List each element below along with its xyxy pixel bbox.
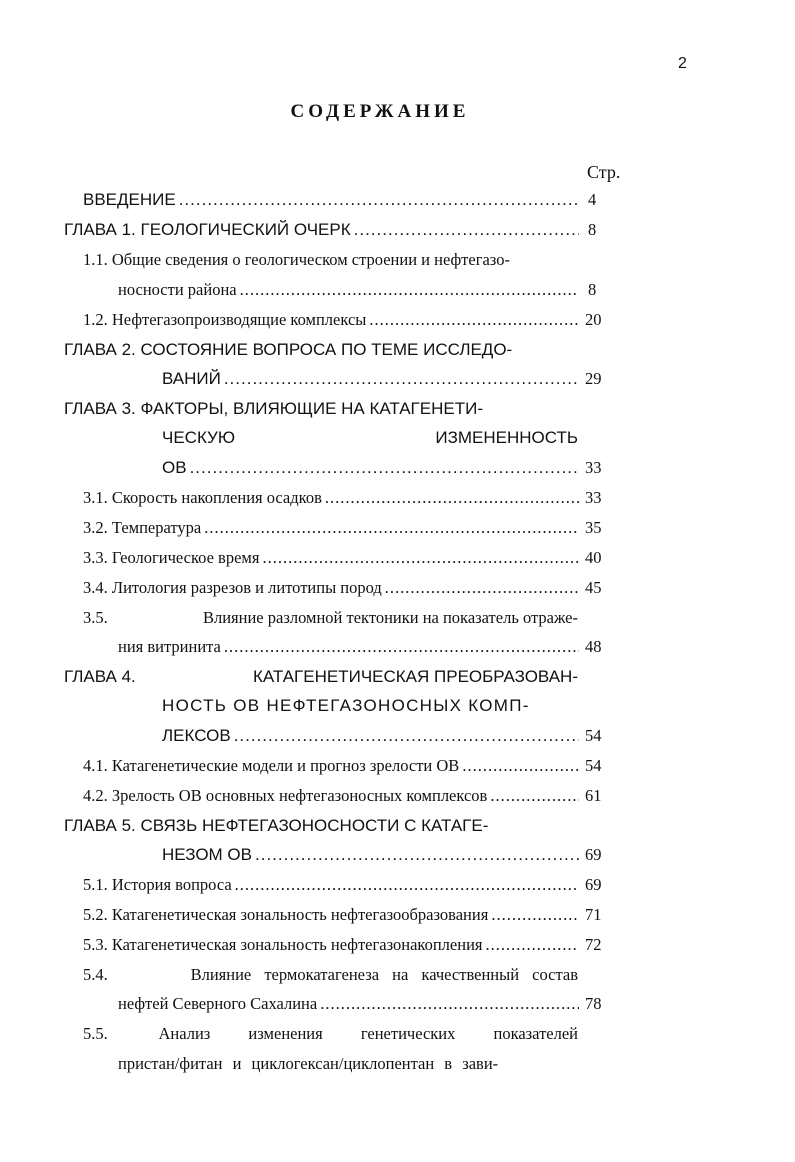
toc-entry-chapter-1[interactable] xyxy=(64,218,582,242)
toc-entry-title: ГЛАВА 3. ФАКТОРЫ, ВЛИЯЮЩИЕ НА КАТАГЕНЕТИ- xyxy=(64,399,483,418)
toc-entry-chapter-5[interactable] xyxy=(64,814,488,838)
toc-entry-section-5-4[interactable] xyxy=(83,963,578,987)
toc-page-number: 40 xyxy=(585,548,602,567)
toc-entry-continuation xyxy=(118,1052,578,1076)
toc-leader xyxy=(235,873,579,897)
toc-entry-title: пристан/фитан и циклогексан/циклопентан в зави- xyxy=(118,1054,499,1073)
toc-leader xyxy=(385,576,579,600)
toc-entry-section-3-1[interactable] xyxy=(83,486,582,510)
toc-page-number: 61 xyxy=(585,786,602,805)
toc-page-number: 72 xyxy=(585,935,602,954)
section-number: 5.5. xyxy=(83,1024,108,1043)
section-number: 5.1. xyxy=(83,875,108,894)
toc-entry-section-5-1[interactable] xyxy=(83,873,582,897)
toc-page-number: 29 xyxy=(585,369,602,388)
page-column-label: Стр. xyxy=(587,162,621,182)
toc-entry-title: Общие сведения о геологическом строении и нефтегазо- xyxy=(111,250,510,269)
toc-entry-continuation xyxy=(162,456,582,480)
toc-page-number: 35 xyxy=(585,518,602,537)
toc-entry-title: ГЛАВА 2. СОСТОЯНИЕ ВОПРОСА ПО ТЕМЕ ИССЛЕДО- xyxy=(64,340,513,359)
toc-entry-intro[interactable] xyxy=(83,188,582,212)
toc-entry-title: нефтей Северного Сахалина xyxy=(118,994,318,1013)
toc-entry-chapter-4[interactable] xyxy=(64,665,578,689)
toc-page-number: 45 xyxy=(585,578,602,597)
toc-entry-title: Катагенетическая зональность нефтегазонакопления xyxy=(111,935,483,954)
toc-entry-title: ГЛАВА 1. ГЕОЛОГИЧЕСКИЙ ОЧЕРК xyxy=(64,220,351,239)
section-number: 5.2. xyxy=(83,905,108,924)
toc-entry-continuation xyxy=(118,635,582,659)
toc-page-number: 8 xyxy=(588,220,597,239)
toc-leader xyxy=(486,933,580,957)
toc-entry-section-3-3[interactable] xyxy=(83,546,582,570)
toc-entry-title: Температура xyxy=(111,518,202,537)
toc-entry-title: НОСТЬ ОВ НЕФТЕГАЗОНОСНЫХ КОМП- xyxy=(162,696,530,715)
toc-leader xyxy=(224,367,579,391)
toc-leader xyxy=(190,456,579,480)
toc-page-number: 33 xyxy=(585,458,602,477)
toc-entry-title: НЕЗОМ ОВ xyxy=(162,845,252,864)
toc-leader xyxy=(369,308,579,332)
toc-entry-continuation xyxy=(118,992,582,1016)
section-number: 1.1. xyxy=(83,250,108,269)
toc-entry-continuation xyxy=(162,843,582,867)
toc-entry-title: ГЛАВА 5. СВЯЗЬ НЕФТЕГАЗОНОСНОСТИ С КАТАГЕ- xyxy=(64,816,489,835)
section-number: 3.3. xyxy=(83,548,108,567)
toc-entry-title: ИЗМЕНЕННОСТЬ xyxy=(435,428,578,447)
toc-entry-title: Катагенетические модели и прогноз зрелости ОВ xyxy=(111,756,460,775)
toc-leader xyxy=(325,486,579,510)
toc-leader xyxy=(354,218,579,242)
toc-entry-title: Литология разрезов и литотипы пород xyxy=(111,578,382,597)
toc-entry-title: ния витринита xyxy=(118,637,221,656)
toc-entry-section-5-2[interactable] xyxy=(83,903,582,927)
toc-entry-title: ВАНИЙ xyxy=(162,369,221,388)
toc-entry-title: Геологическое время xyxy=(111,548,260,567)
section-number: 3.1. xyxy=(83,488,108,507)
toc-entry-title: История вопроса xyxy=(111,875,232,894)
section-number: 1.2. xyxy=(83,310,108,329)
toc-entry-continuation xyxy=(162,367,582,391)
toc-entry-section-4-1[interactable] xyxy=(83,754,582,778)
toc-entry-title: Зрелость ОВ основных нефтегазоносных комплексов xyxy=(111,786,488,805)
toc-page-number: 54 xyxy=(585,756,602,775)
toc-entry-title: Катагенетическая зональность нефтегазообразования xyxy=(111,905,489,924)
toc-entry-section-1-2[interactable] xyxy=(83,308,582,332)
toc-entry-title: КАТАГЕНЕТИЧЕСКАЯ ПРЕОБРАЗОВАН- xyxy=(252,667,578,686)
toc-entry-title: Влияние термокатагенеза на качественный состав xyxy=(190,965,578,984)
toc-entry-title: ВВЕДЕНИЕ xyxy=(83,190,176,209)
toc-page-number: 8 xyxy=(588,280,597,299)
toc-entry-title: ОВ xyxy=(162,458,187,477)
toc-entry-section-3-2[interactable] xyxy=(83,516,582,540)
toc-leader xyxy=(320,992,579,1016)
toc-entry-title: ЛЕКСОВ xyxy=(162,726,231,745)
toc-entry-section-5-5[interactable] xyxy=(83,1022,578,1046)
toc-entry-section-1-1[interactable] xyxy=(83,248,510,272)
toc-page-number: 33 xyxy=(585,488,602,507)
toc-entry-title: Влияние разломной тектоники на показатель отраже- xyxy=(202,608,578,627)
toc-leader xyxy=(255,843,579,867)
toc-entry-section-4-2[interactable] xyxy=(83,784,582,808)
toc-page-number: 54 xyxy=(585,726,602,745)
section-number: 4.1. xyxy=(83,756,108,775)
toc-page-number: 78 xyxy=(585,994,602,1013)
toc-entry-continuation xyxy=(162,694,578,718)
toc-leader xyxy=(462,754,579,778)
toc-page-number: 20 xyxy=(585,310,602,329)
toc-entry-continuation xyxy=(162,724,582,748)
page-title: СОДЕРЖАНИЕ xyxy=(290,101,470,122)
toc-entry-title: носности района xyxy=(118,280,237,299)
toc-leader xyxy=(179,188,579,212)
toc-leader xyxy=(491,903,579,927)
toc-entry-chapter-3[interactable] xyxy=(64,397,483,421)
toc-entry-title: ГЛАВА 4. xyxy=(64,667,136,686)
toc-page-number: 69 xyxy=(585,875,602,894)
toc-entry-title: Нефтегазопроизводящие комплексы xyxy=(111,310,367,329)
toc-leader xyxy=(240,278,579,302)
toc-page-number: 71 xyxy=(585,905,602,924)
toc-entry-section-5-3[interactable] xyxy=(83,933,582,957)
toc-leader xyxy=(204,516,579,540)
page-number: 2 xyxy=(678,55,687,72)
toc-entry-title: ЧЕСКУЮ xyxy=(162,428,236,447)
toc-page-number: 4 xyxy=(588,190,597,209)
section-number: 3.5. xyxy=(83,608,108,627)
toc-entry-chapter-2[interactable] xyxy=(64,338,512,362)
toc-leader xyxy=(234,724,579,748)
section-number: 4.2. xyxy=(83,786,108,805)
section-number: 3.2. xyxy=(83,518,108,537)
toc-entry-title: Анализ изменения генетических показателей xyxy=(158,1024,578,1043)
toc-page-number: 48 xyxy=(585,637,602,656)
toc-leader xyxy=(490,784,579,808)
toc-page-number: 69 xyxy=(585,845,602,864)
toc-entry-continuation xyxy=(118,278,582,302)
toc-leader xyxy=(262,546,579,570)
section-number: 5.3. xyxy=(83,935,108,954)
toc-entry-continuation xyxy=(162,426,578,450)
toc-leader xyxy=(224,635,579,659)
toc-entry-title: Скорость накопления осадков xyxy=(111,488,322,507)
toc-entry-section-3-4[interactable] xyxy=(83,576,582,600)
section-number: 3.4. xyxy=(83,578,108,597)
section-number: 5.4. xyxy=(83,965,108,984)
toc-entry-section-3-5[interactable] xyxy=(83,606,578,630)
